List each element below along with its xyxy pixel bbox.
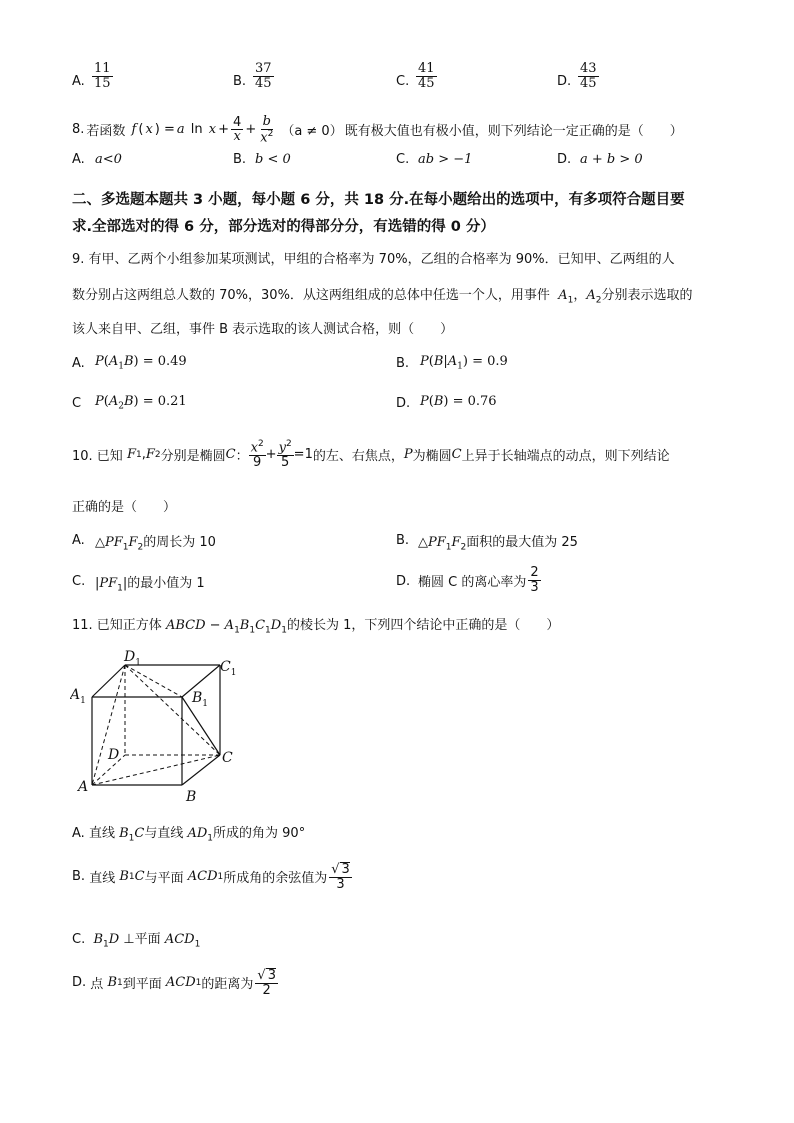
- q7-option-d-letter: D.: [557, 74, 572, 89]
- label-b1: $B_1$: [192, 690, 209, 709]
- q9-line1: 9. 有甲、乙两个小组参加某项测试，甲组的合格率为 70%，乙组的合格率为 90%．已知甲、乙两组的人: [72, 252, 675, 267]
- q7-option-d-value: $\frac{43}{45}$: [580, 61, 597, 91]
- label-a1: $A_1$: [70, 687, 86, 706]
- q9-option-b: $P(B|A_1) = 0.9$: [420, 354, 508, 372]
- q7-option-c-letter: C.: [396, 74, 410, 89]
- q7-option-c-value: $\frac{41}{45}$: [418, 61, 435, 91]
- edge-a1-d1: [92, 665, 125, 697]
- label-c: C: [222, 750, 233, 766]
- q7-option-b-value: $\frac{37}{45}$: [255, 61, 272, 91]
- q7-option-a-value: $\frac{11}{15}$: [94, 61, 111, 91]
- label-d1: $D_1$: [124, 649, 141, 668]
- section-heading-line2: 求.全部选对的得 6 分，部分选对的得部分分，有选错的得 0 分）: [72, 219, 495, 235]
- q8-stem: 8. 若函数 f ( x ) = a ln x + $\frac{4}{x}$ + $\frac{b}{x^2}$ （a ≠ 0） 既有极大值也有极小值，则下列结论一定正确的是（ ）: [72, 114, 683, 145]
- q11-stem: 11. 已知正方体 ABCD − $A_1B_1C_1D_1$的棱长为 1，下列四个结论中正确的是（ ）: [72, 618, 560, 636]
- q7-option-b-letter: B.: [233, 74, 247, 89]
- q10-line2: 正确的是（ ）: [72, 500, 177, 515]
- q9-option-c: $P(A_2B) = 0.21$: [95, 394, 187, 412]
- q11-option-d: D. 点 B 1 到平面 ACD 1 的距离为 $\frac{√ 3}{2}$: [72, 968, 276, 998]
- q10-stem: 10. 已知 F 1 , F 2 分别是椭圆 C ： $\frac{x^2}{9}$ + $\frac{y^2}{5}$ =1 的左、右焦点， P 为椭圆 C 上异于长轴端点的动点，则下列结论: [72, 439, 670, 470]
- q9-line3: 该人来自甲、乙组，事件 B 表示选取的该人测试合格，则（ ）: [72, 322, 454, 337]
- cube-figure: [70, 645, 250, 810]
- label-c1: $C_1$: [220, 659, 237, 678]
- q8-option-a: a<0: [95, 152, 122, 167]
- edge-b-c: [182, 755, 220, 785]
- q11-option-b: B. 直线 B 1 C 与平面 ACD 1 所成角的余弦值为 $\frac{√ 3}{3}$: [72, 862, 350, 892]
- section-heading-line1: 二、多选题本题共 3 小题，每小题 6 分，共 18 分.在每小题给出的选项中，有多项符合题目要: [72, 192, 685, 208]
- q9-line2: 数分别占这两组总人数的 70%，30%．从这两组组成的总体中任选一个人，用事件 $A_1$，$A_2$分别表示选取的: [72, 288, 693, 306]
- label-a: A: [78, 779, 89, 795]
- q8-function: f: [127, 122, 137, 138]
- label-b: B: [186, 789, 197, 805]
- label-d: D: [108, 747, 120, 763]
- q10-option-a: $\triangle PF_1F_2$的周长为 10: [95, 535, 216, 553]
- q10-option-d: 椭圆 C 的离心率为 $\frac{2}{3}$: [418, 565, 539, 595]
- dashed-d1-a: [92, 665, 125, 785]
- q9-option-d: P(B) = 0.76: [420, 394, 497, 409]
- q8-option-c: ab > −1: [418, 152, 473, 167]
- dashed-d1-c: [125, 665, 220, 755]
- q10-option-b: $\triangle PF_1F_2$面积的最大值为 25: [418, 535, 578, 553]
- q7-option-a-letter: A.: [72, 74, 85, 89]
- q9-option-a: $P(A_1B) = 0.49$: [95, 354, 187, 372]
- q8-option-d: a + b > 0: [580, 152, 643, 167]
- q10-option-c: $|PF_1|$的最小值为 1: [95, 576, 205, 594]
- q11-option-a: A. 直线 $B_1C$与直线 $AD_1$所成的角为 90°: [72, 826, 306, 844]
- q8-option-b: b < 0: [255, 152, 291, 167]
- q11-option-c: C. $B_1D$ ⊥平面 $ACD_1$: [72, 932, 201, 950]
- dashed-d1-b1: [125, 665, 182, 697]
